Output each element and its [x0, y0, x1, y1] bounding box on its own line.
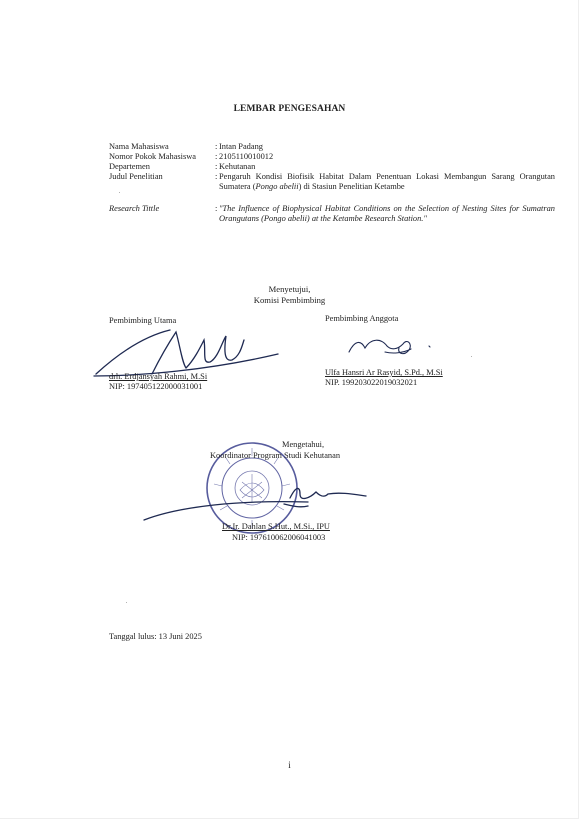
supervisor-main-role: Pembimbing Utama	[109, 316, 177, 325]
field-separator: :	[215, 142, 218, 151]
supervisor-main-name: drh. Erdjansyah Rahmi, M.Si	[109, 372, 208, 381]
field-separator: :	[215, 152, 218, 161]
graduation-date: Tanggal lulus: 13 Juni 2025	[109, 632, 202, 641]
supervisor-member-signature	[345, 334, 435, 360]
species-name: Pongo abelii	[255, 182, 299, 191]
coordinator-line-2: Koordinator Program Studi Kehutanan	[210, 451, 341, 460]
field-label: Research Tittle	[109, 204, 160, 213]
page-title: LEMBAR PENGESAHAN	[233, 104, 346, 114]
field-value: 2105110010012	[219, 152, 274, 161]
field-value: Kehutanan	[219, 162, 256, 171]
research-title-text: Pengaruh Kondisi Biofisik Habitat Dalam Penentuan Lokasi Membangun Sarang Orangutan Sumatera (	[219, 172, 555, 191]
approval-line-2: Komisi Pembimbing	[253, 295, 326, 305]
field-separator: :	[215, 204, 218, 213]
coordinator-name: Dr.Ir. Dahlan S.Hut., M.Si., IPU	[222, 522, 330, 531]
supervisor-member-name: Ulfa Hansri Ar Rasyid, S.Pd., M.Si	[325, 368, 443, 377]
research-title-value	[219, 172, 555, 192]
supervisor-member-role: Pembimbing Anggota	[325, 314, 399, 323]
coordinator-signature	[140, 476, 370, 526]
research-title-en-value: "The Influence of Biophysical Habitat Conditions on the Selection of Nesting Sites for Sumatran Orangutans (Pongo abelii) at the Ketambe Research Station."	[219, 204, 555, 223]
field-label: Nomor Pokok Mahasiswa	[109, 152, 197, 161]
field-separator: :	[215, 172, 218, 181]
approval-heading	[180, 284, 399, 306]
field-label: Judul Penelitian	[109, 172, 163, 181]
page-number: i	[288, 760, 291, 770]
approval-line-1: Menyetujui,	[268, 284, 311, 294]
supervisor-member-nip: NIP. 199203022019032021	[325, 378, 418, 387]
field-label: Departemen	[109, 162, 150, 171]
research-title-text-end: ) di Stasiun Penelitian Ketambe	[298, 182, 405, 191]
coordinator-line-1: Mengetahui,	[282, 440, 325, 449]
field-label: Nama Mahasiswa	[109, 142, 169, 151]
field-separator: :	[215, 162, 218, 171]
supervisor-main-nip: NIP: 197405122000031001	[109, 382, 203, 391]
field-value: Intan Padang	[219, 142, 263, 151]
coordinator-nip: NIP: 197610062006041003	[232, 533, 326, 542]
